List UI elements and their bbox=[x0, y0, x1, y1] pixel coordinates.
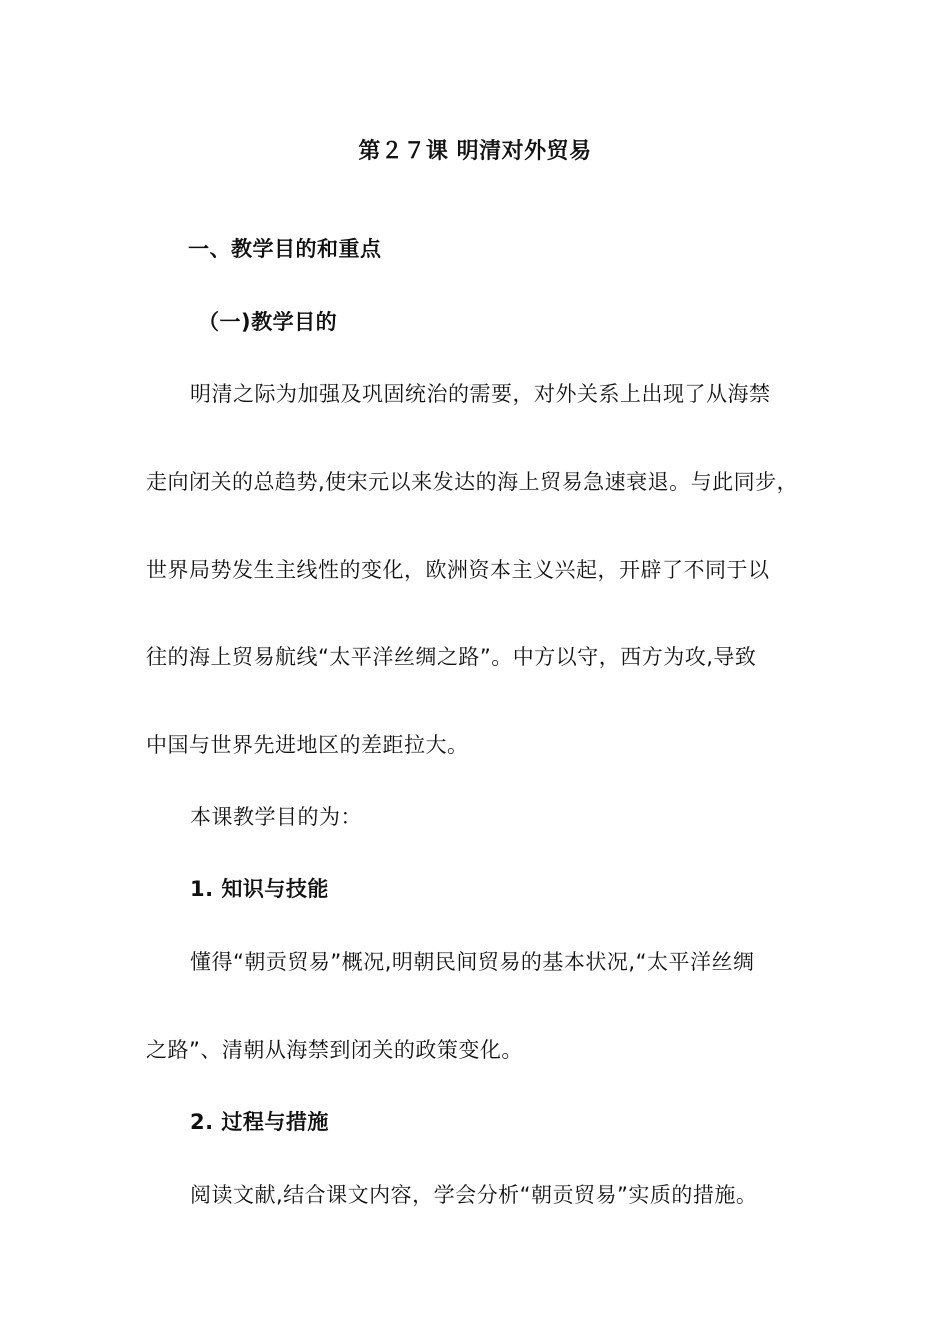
document-title: 第２７课 明清对外贸易 bbox=[358, 139, 592, 164]
paragraph-line: 走向闭关的总趋势,使宋元以来发达的海上贸易急速衰退。与此同步， bbox=[146, 470, 799, 494]
paragraph-line: 懂得“朝贡贸易”概况,明朝民间贸易的基本状况,“太平洋丝绸 bbox=[190, 950, 755, 974]
paragraph-line: 之路”、清朝从海禁到闭关的政策变化。 bbox=[146, 1038, 523, 1062]
paragraph-line: 世界局势发生主线性的变化，欧洲资本主义兴起，开辟了不同于以 bbox=[146, 558, 770, 582]
item-heading: 1. 知识与技能 bbox=[190, 877, 329, 901]
subsection-heading: （一)教学目的 bbox=[198, 310, 338, 334]
paragraph-line: 中国与世界先进地区的差距拉大。 bbox=[146, 733, 469, 757]
item-heading: 2. 过程与措施 bbox=[190, 1110, 329, 1134]
paragraph-line: 明清之际为加强及巩固统治的需要，对外关系上出现了从海禁 bbox=[190, 382, 771, 406]
section-heading: 一、教学目的和重点 bbox=[188, 237, 382, 261]
paragraph-line: 本课教学目的为： bbox=[190, 805, 362, 829]
paragraph-line: 阅读文献,结合课文内容，学会分析“朝贡贸易”实质的措施。 bbox=[190, 1183, 758, 1207]
paragraph-line: 往的海上贸易航线“太平洋丝绸之路”。中方以守，西方为攻,导致 bbox=[146, 645, 757, 669]
